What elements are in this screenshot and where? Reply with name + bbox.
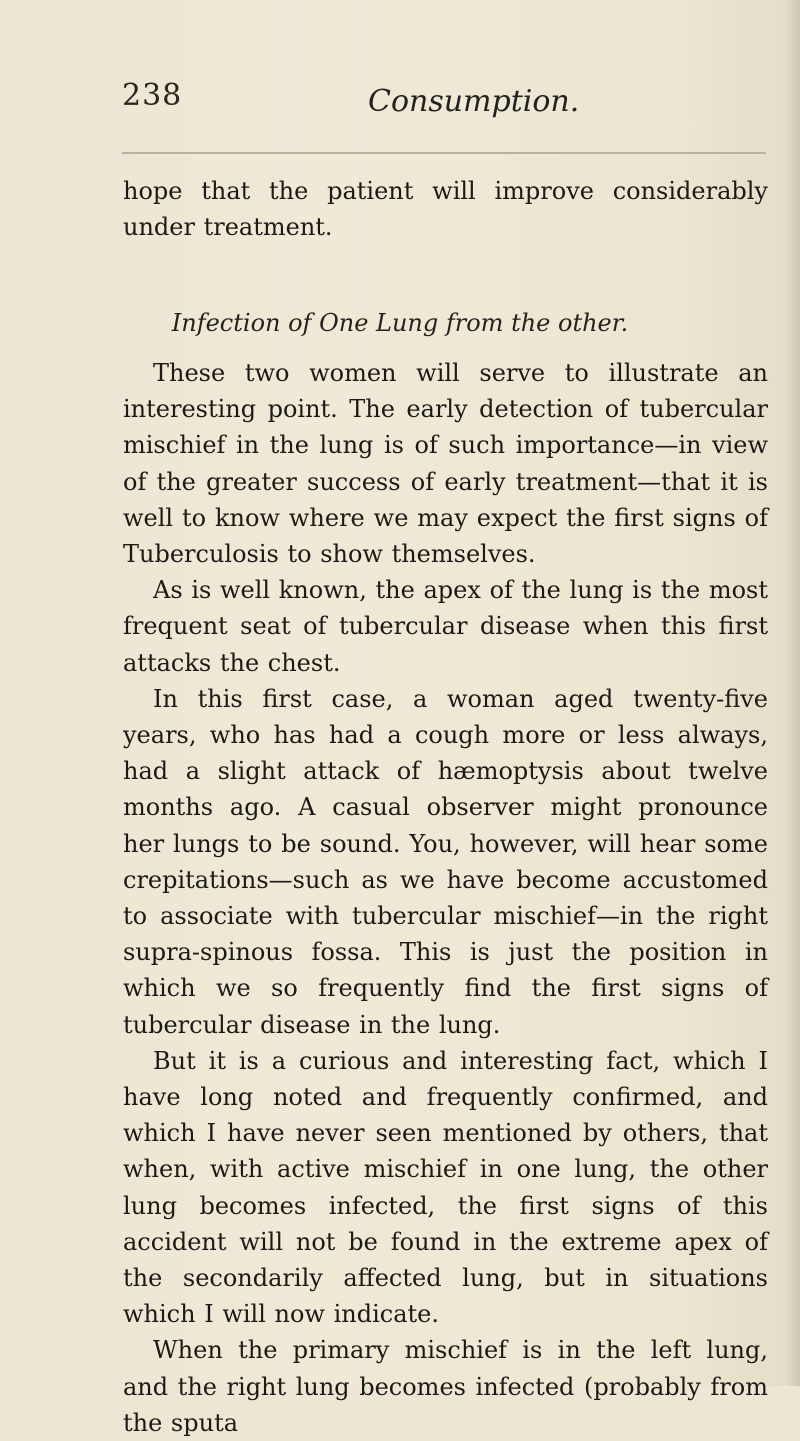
paragraph-2: As is well known, the apex of the lung is the most frequent seat of tubercular disease when this first attacks the chest. <box>123 576 768 677</box>
header-rule <box>122 152 766 154</box>
opening-paragraph <box>123 173 768 245</box>
paragraph-1: These two women will serve to illustrate an interesting point. The early detection of tubercular mischief in the lung is of such importance—in view of the greater success of early treatment—that it is well to know where we may expect the first signs of Tuberculosis to show themselves. <box>123 359 768 569</box>
opening-text: hope that the patient will improve considerably under treatment. <box>123 177 768 242</box>
section-heading: Infection of One Lung from the other. <box>171 309 629 337</box>
page-number: 238 <box>122 78 183 113</box>
paragraph-5: When the primary mischief is in the left lung, and the right lung becomes infected (probably from the sputa <box>123 1336 768 1437</box>
running-title: Consumption. <box>368 84 580 119</box>
paragraph-4: But it is a curious and interesting fact, which I have long noted and frequently confirmed, and which I have never seen mentioned by others, that when, with active mischief in one lung, the other lung becomes infected, the first signs of this accident will not be found in the extreme apex of the secondarily affected lung, but in situations which I will now indicate. <box>123 1046 768 1329</box>
paragraph-3: In this first case, a woman aged twenty-five years, who has had a cough more or less always, had a slight attack of hæmoptysis about twelve months ago. A casual observer might pronounce her lungs to be sound. You, however, will hear some crepitations—such as we have become accustomed to associate with tubercular mischief—in the right supra-spinous fossa. This is just the position in which we so frequently find the first signs of tubercular disease in the lung. <box>123 684 768 1039</box>
body-text <box>123 355 768 1441</box>
